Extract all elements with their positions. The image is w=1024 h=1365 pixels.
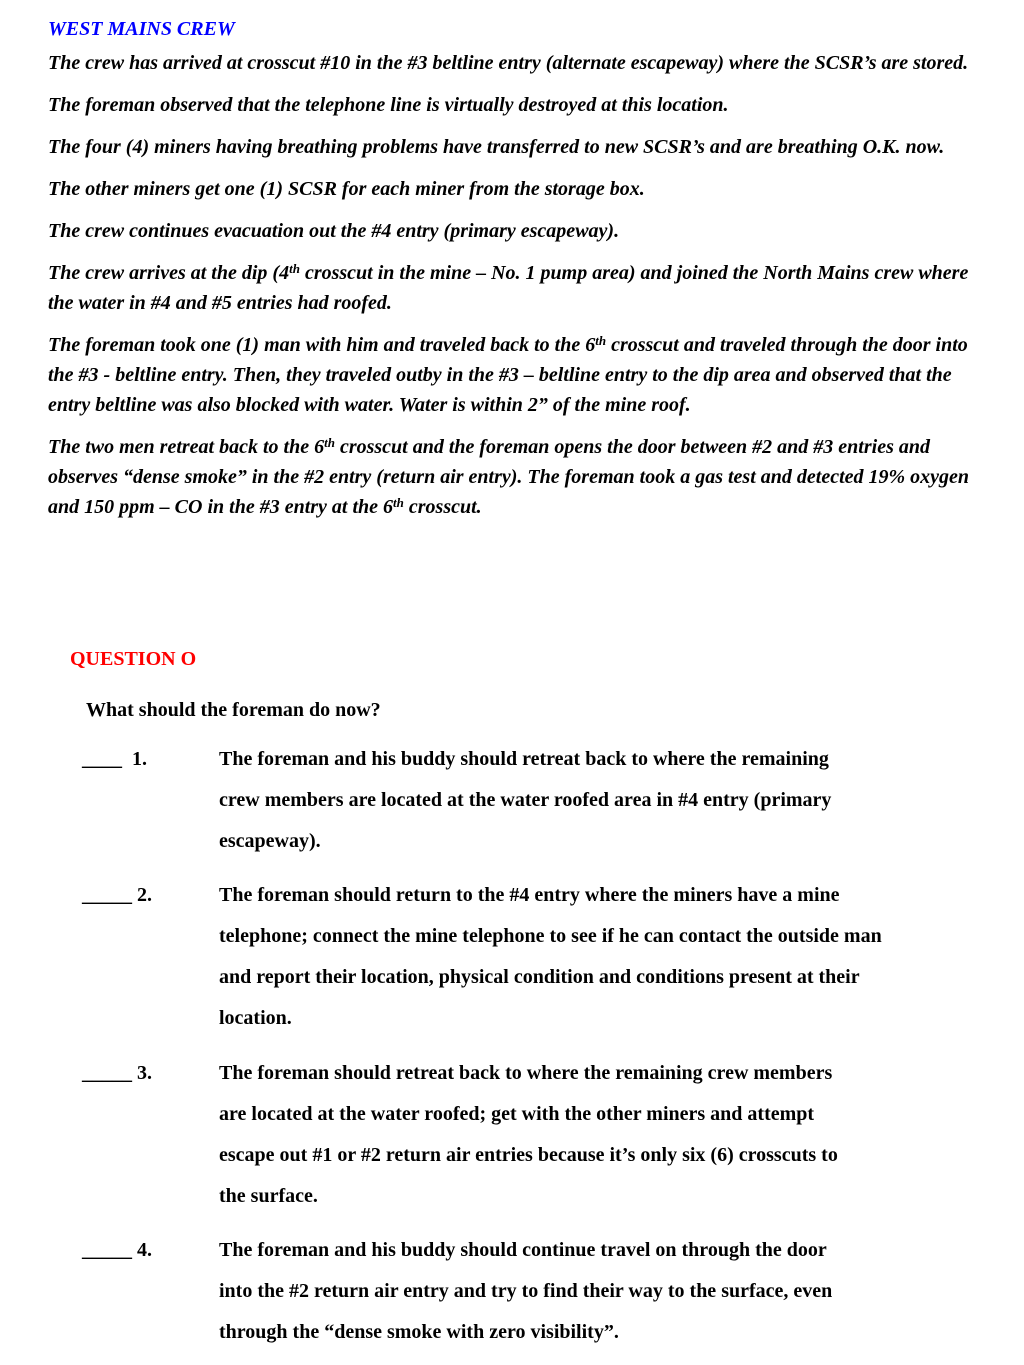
answer-text-2 [219, 875, 979, 1039]
answer-blank-3[interactable]: _____ 3. [82, 1062, 152, 1084]
ordinal-suffix: th [393, 495, 404, 510]
paragraph-7 [48, 330, 978, 420]
answer-blank-4[interactable]: _____ 4. [82, 1239, 152, 1261]
answer-line: The foreman and his buddy should continue travel on through the door [219, 1239, 827, 1261]
ordinal-suffix: th [324, 435, 335, 450]
paragraph-4: The other miners get one (1) SCSR for each miner from the storage box. [48, 178, 645, 200]
paragraph-8-part-a: The two men retreat back to the 6 [48, 436, 325, 458]
paragraph-7-part-a: The foreman took one (1) man with him and traveled back to the 6 [48, 334, 596, 356]
paragraph-1: The crew has arrived at crosscut #10 in the #3 beltline entry (alternate escapeway) where the SCSR’s are stored. [48, 52, 969, 74]
ordinal-suffix: th [595, 333, 607, 348]
paragraph-6 [48, 258, 978, 318]
answer-line: The foreman and his buddy should retreat back to where the remaining [219, 748, 829, 770]
answer-text-3 [219, 1053, 979, 1217]
paragraph-6-part-b: crosscut in the mine – No. 1 pump area) and joined the North Mains crew where the water in #4 and #5 entries had roofed. [48, 262, 969, 314]
answer-line: The foreman should return to the #4 entry where the miners have a mine [219, 884, 840, 906]
paragraph-6-part-a: The crew arrives at the dip (4 [48, 262, 290, 284]
answer-line: escapeway). [219, 830, 321, 852]
question-label: QUESTION O [70, 648, 197, 670]
paragraph-7-part-b: crosscut and traveled through the door into the #3 - beltline entry. Then, they traveled outby in the #3 – beltline entry to the dip area and observed that the entry beltline was also blocked with water. Water is within 2” of the mine roof. [48, 334, 968, 416]
answer-line: telephone; connect the mine telephone to see if he can contact the outside man [219, 925, 882, 947]
answer-line: and report their location, physical condition and conditions present at their [219, 966, 860, 988]
answer-text-4 [219, 1230, 979, 1353]
answer-line: crew members are located at the water roofed area in #4 entry (primary [219, 789, 832, 811]
answer-line: the surface. [219, 1185, 318, 1207]
paragraph-2: The foreman observed that the telephone line is virtually destroyed at this location. [48, 94, 729, 116]
answer-text-1 [219, 739, 979, 862]
section-title: WEST MAINS CREW [48, 18, 235, 40]
ordinal-suffix: th [289, 261, 300, 276]
paragraph-3: The four (4) miners having breathing problems have transferred to new SCSR’s and are breathing O.K. now. [48, 136, 945, 158]
answer-line: escape out #1 or #2 return air entries because it’s only six (6) crosscuts to [219, 1144, 838, 1166]
scenario-text [48, 14, 978, 522]
answer-line: into the #2 return air entry and try to find their way to the surface, even [219, 1280, 833, 1302]
paragraph-8 [48, 432, 978, 522]
answer-blank-2[interactable]: _____ 2. [82, 884, 152, 906]
paragraph-8-part-c: crosscut. [403, 496, 482, 518]
answer-line: The foreman should retreat back to where the remaining crew members [219, 1062, 833, 1084]
paragraph-8-part-b: crosscut and the foreman opens the door between #2 and #3 entries and observes “dense smoke” in the #2 entry (return air entry). The foreman took a gas test and detected 19% oxygen and 150 ppm – CO in the #3 entry at the 6 [48, 436, 970, 518]
paragraph-5: The crew continues evacuation out the #4 entry (primary escapeway). [48, 220, 620, 242]
answer-line: through the “dense smoke with zero visibility”. [219, 1321, 619, 1343]
answer-blank-1[interactable]: ____ 1. [82, 748, 147, 770]
answer-line: location. [219, 1007, 292, 1029]
question-prompt: What should the foreman do now? [86, 699, 381, 721]
answer-line: are located at the water roofed; get with the other miners and attempt [219, 1103, 815, 1125]
